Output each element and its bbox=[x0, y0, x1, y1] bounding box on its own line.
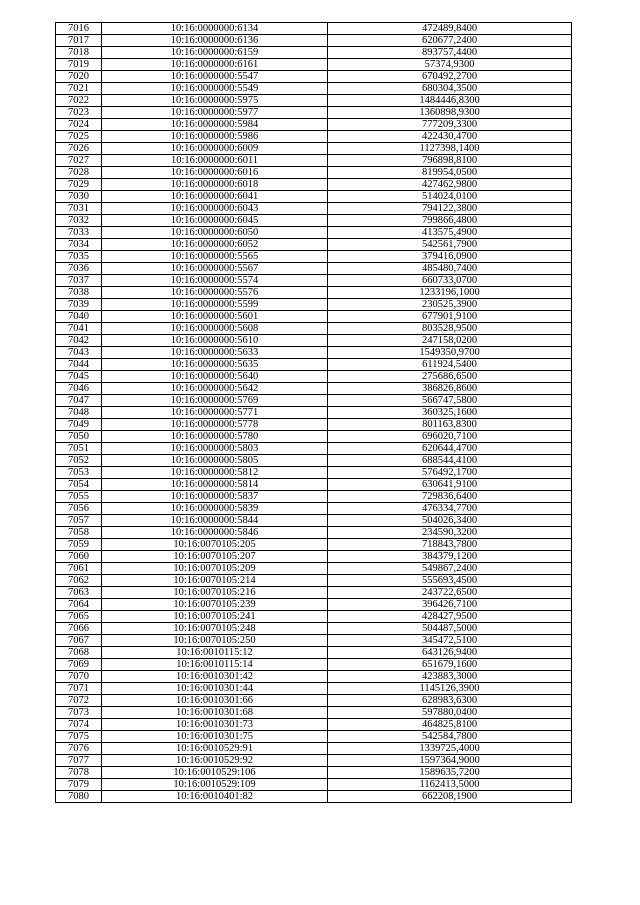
value-cell: 396426,7100 bbox=[328, 599, 572, 611]
row-number-cell: 7039 bbox=[56, 299, 102, 311]
cadastral-number-cell: 10:16:0000000:5635 bbox=[102, 359, 328, 371]
table-row bbox=[56, 755, 572, 767]
row-number-cell: 7073 bbox=[56, 707, 102, 719]
row-number-cell: 7076 bbox=[56, 743, 102, 755]
value-cell: 1339725,4000 bbox=[328, 743, 572, 755]
cadastral-number-cell: 10:16:0000000:5986 bbox=[102, 131, 328, 143]
table-row bbox=[56, 71, 572, 83]
value-cell: 688544,4100 bbox=[328, 455, 572, 467]
table-row bbox=[56, 731, 572, 743]
value-cell: 413575,4900 bbox=[328, 227, 572, 239]
cadastral-number-cell: 10:16:0000000:6009 bbox=[102, 143, 328, 155]
value-cell: 384379,1200 bbox=[328, 551, 572, 563]
row-number-cell: 7060 bbox=[56, 551, 102, 563]
value-cell: 819954,0500 bbox=[328, 167, 572, 179]
table-row bbox=[56, 311, 572, 323]
cadastral-number-cell: 10:16:0000000:5778 bbox=[102, 419, 328, 431]
value-cell: 670492,2700 bbox=[328, 71, 572, 83]
row-number-cell: 7061 bbox=[56, 563, 102, 575]
cadastral-number-cell: 10:16:0000000:6045 bbox=[102, 215, 328, 227]
value-cell: 597880,0400 bbox=[328, 707, 572, 719]
cadastral-number-cell: 10:16:0000000:5846 bbox=[102, 527, 328, 539]
value-cell: 247158,0200 bbox=[328, 335, 572, 347]
table-row bbox=[56, 83, 572, 95]
value-cell: 630641,9100 bbox=[328, 479, 572, 491]
cadastral-number-cell: 10:16:0000000:5837 bbox=[102, 491, 328, 503]
table-row bbox=[56, 335, 572, 347]
row-number-cell: 7020 bbox=[56, 71, 102, 83]
value-cell: 476334,7700 bbox=[328, 503, 572, 515]
value-cell: 230525,3900 bbox=[328, 299, 572, 311]
value-cell: 620644,4700 bbox=[328, 443, 572, 455]
row-number-cell: 7078 bbox=[56, 767, 102, 779]
value-cell: 576492,1700 bbox=[328, 467, 572, 479]
cadastral-number-cell: 10:16:0000000:5975 bbox=[102, 95, 328, 107]
row-number-cell: 7047 bbox=[56, 395, 102, 407]
table-row bbox=[56, 683, 572, 695]
cadastral-number-cell: 10:16:0000000:5549 bbox=[102, 83, 328, 95]
cadastral-number-cell: 10:16:0000000:5565 bbox=[102, 251, 328, 263]
table-row bbox=[56, 695, 572, 707]
cadastral-number-cell: 10:16:0000000:6134 bbox=[102, 23, 328, 35]
row-number-cell: 7054 bbox=[56, 479, 102, 491]
cadastral-number-cell: 10:16:0000000:5844 bbox=[102, 515, 328, 527]
table-row bbox=[56, 323, 572, 335]
cadastral-number-cell: 10:16:0010529:92 bbox=[102, 755, 328, 767]
row-number-cell: 7018 bbox=[56, 47, 102, 59]
value-cell: 464825,8100 bbox=[328, 719, 572, 731]
cadastral-number-cell: 10:16:0010115:14 bbox=[102, 659, 328, 671]
value-cell: 422430,4700 bbox=[328, 131, 572, 143]
cadastral-number-cell: 10:16:0010301:73 bbox=[102, 719, 328, 731]
table-row bbox=[56, 443, 572, 455]
value-cell: 427462,9800 bbox=[328, 179, 572, 191]
row-number-cell: 7058 bbox=[56, 527, 102, 539]
row-number-cell: 7027 bbox=[56, 155, 102, 167]
row-number-cell: 7032 bbox=[56, 215, 102, 227]
table-row bbox=[56, 215, 572, 227]
table-row bbox=[56, 287, 572, 299]
table-row bbox=[56, 35, 572, 47]
table-row bbox=[56, 563, 572, 575]
row-number-cell: 7062 bbox=[56, 575, 102, 587]
cadastral-number-cell: 10:16:0010301:66 bbox=[102, 695, 328, 707]
value-cell: 472489,8400 bbox=[328, 23, 572, 35]
cadastral-number-cell: 10:16:0070105:205 bbox=[102, 539, 328, 551]
value-cell: 423883,3000 bbox=[328, 671, 572, 683]
table-row bbox=[56, 527, 572, 539]
table-row bbox=[56, 299, 572, 311]
row-number-cell: 7024 bbox=[56, 119, 102, 131]
value-cell: 680304,3500 bbox=[328, 83, 572, 95]
row-number-cell: 7068 bbox=[56, 647, 102, 659]
row-number-cell: 7040 bbox=[56, 311, 102, 323]
cadastral-number-cell: 10:16:0010529:106 bbox=[102, 767, 328, 779]
row-number-cell: 7029 bbox=[56, 179, 102, 191]
table-row bbox=[56, 395, 572, 407]
table-row bbox=[56, 59, 572, 71]
cadastral-number-cell: 10:16:0000000:6159 bbox=[102, 47, 328, 59]
row-number-cell: 7055 bbox=[56, 491, 102, 503]
value-cell: 1360898,9300 bbox=[328, 107, 572, 119]
row-number-cell: 7036 bbox=[56, 263, 102, 275]
value-cell: 275686,6500 bbox=[328, 371, 572, 383]
cadastral-number-cell: 10:16:0000000:5640 bbox=[102, 371, 328, 383]
cadastral-number-cell: 10:16:0000000:6018 bbox=[102, 179, 328, 191]
cadastral-number-cell: 10:16:0070105:248 bbox=[102, 623, 328, 635]
cadastral-number-cell: 10:16:0000000:6136 bbox=[102, 35, 328, 47]
cadastral-number-cell: 10:16:0010401:82 bbox=[102, 791, 328, 803]
table-row bbox=[56, 611, 572, 623]
row-number-cell: 7042 bbox=[56, 335, 102, 347]
value-cell: 428427,9500 bbox=[328, 611, 572, 623]
row-number-cell: 7049 bbox=[56, 419, 102, 431]
cadastral-number-cell: 10:16:0070105:241 bbox=[102, 611, 328, 623]
cadastral-number-cell: 10:16:0000000:5839 bbox=[102, 503, 328, 515]
value-cell: 549867,2400 bbox=[328, 563, 572, 575]
table-row bbox=[56, 179, 572, 191]
table-row bbox=[56, 767, 572, 779]
table-row bbox=[56, 23, 572, 35]
row-number-cell: 7033 bbox=[56, 227, 102, 239]
cadastral-number-cell: 10:16:0000000:6016 bbox=[102, 167, 328, 179]
cadastral-number-cell: 10:16:0000000:5633 bbox=[102, 347, 328, 359]
value-cell: 1484446,8300 bbox=[328, 95, 572, 107]
table-row bbox=[56, 659, 572, 671]
cadastral-number-cell: 10:16:0000000:6161 bbox=[102, 59, 328, 71]
value-cell: 677901,9100 bbox=[328, 311, 572, 323]
cadastral-number-cell: 10:16:0000000:6043 bbox=[102, 203, 328, 215]
value-cell: 485480,7400 bbox=[328, 263, 572, 275]
cadastral-number-cell: 10:16:0010529:109 bbox=[102, 779, 328, 791]
row-number-cell: 7050 bbox=[56, 431, 102, 443]
row-number-cell: 7065 bbox=[56, 611, 102, 623]
cadastral-number-cell: 10:16:0000000:6052 bbox=[102, 239, 328, 251]
value-cell: 794122,3800 bbox=[328, 203, 572, 215]
row-number-cell: 7038 bbox=[56, 287, 102, 299]
table-row bbox=[56, 587, 572, 599]
row-number-cell: 7022 bbox=[56, 95, 102, 107]
table-row bbox=[56, 743, 572, 755]
cadastral-number-cell: 10:16:0000000:5771 bbox=[102, 407, 328, 419]
row-number-cell: 7080 bbox=[56, 791, 102, 803]
row-number-cell: 7044 bbox=[56, 359, 102, 371]
value-cell: 379416,0900 bbox=[328, 251, 572, 263]
cadastral-number-cell: 10:16:0000000:5814 bbox=[102, 479, 328, 491]
value-cell: 660733,0700 bbox=[328, 275, 572, 287]
cadastral-number-cell: 10:16:0000000:5780 bbox=[102, 431, 328, 443]
cadastral-number-cell: 10:16:0010529:91 bbox=[102, 743, 328, 755]
table-row bbox=[56, 95, 572, 107]
value-cell: 796898,8100 bbox=[328, 155, 572, 167]
table-row bbox=[56, 239, 572, 251]
table-row bbox=[56, 227, 572, 239]
table-row bbox=[56, 719, 572, 731]
table-row bbox=[56, 431, 572, 443]
row-number-cell: 7019 bbox=[56, 59, 102, 71]
cadastral-number-cell: 10:16:0000000:5977 bbox=[102, 107, 328, 119]
row-number-cell: 7028 bbox=[56, 167, 102, 179]
table-row bbox=[56, 155, 572, 167]
table-row bbox=[56, 515, 572, 527]
value-cell: 1549350,9700 bbox=[328, 347, 572, 359]
cadastral-number-cell: 10:16:0070105:250 bbox=[102, 635, 328, 647]
value-cell: 643126,9400 bbox=[328, 647, 572, 659]
cadastral-number-cell: 10:16:0000000:5805 bbox=[102, 455, 328, 467]
cadastral-number-cell: 10:16:0000000:5803 bbox=[102, 443, 328, 455]
row-number-cell: 7059 bbox=[56, 539, 102, 551]
value-cell: 345472,5100 bbox=[328, 635, 572, 647]
row-number-cell: 7023 bbox=[56, 107, 102, 119]
value-cell: 504487,5000 bbox=[328, 623, 572, 635]
table-row bbox=[56, 503, 572, 515]
cadastral-number-cell: 10:16:0000000:5610 bbox=[102, 335, 328, 347]
table-row bbox=[56, 143, 572, 155]
cadastral-number-cell: 10:16:0010301:68 bbox=[102, 707, 328, 719]
cadastral-number-cell: 10:16:0000000:5567 bbox=[102, 263, 328, 275]
row-number-cell: 7066 bbox=[56, 623, 102, 635]
row-number-cell: 7017 bbox=[56, 35, 102, 47]
cadastral-number-cell: 10:16:0010301:42 bbox=[102, 671, 328, 683]
table-row bbox=[56, 371, 572, 383]
table-row bbox=[56, 647, 572, 659]
table-row bbox=[56, 107, 572, 119]
row-number-cell: 7016 bbox=[56, 23, 102, 35]
table-row bbox=[56, 419, 572, 431]
table-row bbox=[56, 263, 572, 275]
value-cell: 542584,7800 bbox=[328, 731, 572, 743]
table-row bbox=[56, 359, 572, 371]
table-row bbox=[56, 671, 572, 683]
row-number-cell: 7056 bbox=[56, 503, 102, 515]
value-cell: 542561,7900 bbox=[328, 239, 572, 251]
value-cell: 555693,4500 bbox=[328, 575, 572, 587]
value-cell: 620677,2400 bbox=[328, 35, 572, 47]
value-cell: 504026,3400 bbox=[328, 515, 572, 527]
table-row bbox=[56, 347, 572, 359]
table-row bbox=[56, 251, 572, 263]
row-number-cell: 7051 bbox=[56, 443, 102, 455]
value-cell: 360325,1600 bbox=[328, 407, 572, 419]
value-cell: 651679,1600 bbox=[328, 659, 572, 671]
row-number-cell: 7031 bbox=[56, 203, 102, 215]
value-cell: 718843,7800 bbox=[328, 539, 572, 551]
value-cell: 243722,6500 bbox=[328, 587, 572, 599]
value-cell: 1597364,9000 bbox=[328, 755, 572, 767]
row-number-cell: 7046 bbox=[56, 383, 102, 395]
row-number-cell: 7070 bbox=[56, 671, 102, 683]
row-number-cell: 7064 bbox=[56, 599, 102, 611]
row-number-cell: 7071 bbox=[56, 683, 102, 695]
table-row bbox=[56, 47, 572, 59]
cadastral-number-cell: 10:16:0000000:5547 bbox=[102, 71, 328, 83]
value-cell: 803528,9500 bbox=[328, 323, 572, 335]
table-row bbox=[56, 203, 572, 215]
value-cell: 1233196,1000 bbox=[328, 287, 572, 299]
row-number-cell: 7043 bbox=[56, 347, 102, 359]
table-row bbox=[56, 407, 572, 419]
row-number-cell: 7079 bbox=[56, 779, 102, 791]
table-row bbox=[56, 599, 572, 611]
value-cell: 729836,6400 bbox=[328, 491, 572, 503]
cadastral-number-cell: 10:16:0000000:5601 bbox=[102, 311, 328, 323]
cadastral-number-cell: 10:16:0000000:6011 bbox=[102, 155, 328, 167]
cadastral-number-cell: 10:16:0000000:5642 bbox=[102, 383, 328, 395]
cadastral-number-cell: 10:16:0070105:207 bbox=[102, 551, 328, 563]
row-number-cell: 7069 bbox=[56, 659, 102, 671]
value-cell: 799866,4800 bbox=[328, 215, 572, 227]
row-number-cell: 7037 bbox=[56, 275, 102, 287]
cadastral-number-cell: 10:16:0000000:5574 bbox=[102, 275, 328, 287]
cadastral-value-table bbox=[55, 22, 572, 803]
table-row bbox=[56, 551, 572, 563]
cadastral-number-cell: 10:16:0010115:12 bbox=[102, 647, 328, 659]
value-cell: 1127398,1400 bbox=[328, 143, 572, 155]
table-row bbox=[56, 791, 572, 803]
cadastral-number-cell: 10:16:0070105:209 bbox=[102, 563, 328, 575]
cadastral-number-cell: 10:16:0010301:75 bbox=[102, 731, 328, 743]
table-body bbox=[56, 23, 572, 803]
row-number-cell: 7034 bbox=[56, 239, 102, 251]
cadastral-number-cell: 10:16:0000000:6041 bbox=[102, 191, 328, 203]
row-number-cell: 7077 bbox=[56, 755, 102, 767]
table-row bbox=[56, 623, 572, 635]
row-number-cell: 7035 bbox=[56, 251, 102, 263]
row-number-cell: 7045 bbox=[56, 371, 102, 383]
cadastral-number-cell: 10:16:0010301:44 bbox=[102, 683, 328, 695]
value-cell: 1589635,7200 bbox=[328, 767, 572, 779]
table-row bbox=[56, 119, 572, 131]
cadastral-number-cell: 10:16:0070105:239 bbox=[102, 599, 328, 611]
row-number-cell: 7072 bbox=[56, 695, 102, 707]
table-row bbox=[56, 467, 572, 479]
row-number-cell: 7025 bbox=[56, 131, 102, 143]
row-number-cell: 7021 bbox=[56, 83, 102, 95]
table-row bbox=[56, 479, 572, 491]
value-cell: 1162413,5000 bbox=[328, 779, 572, 791]
value-cell: 386826,8600 bbox=[328, 383, 572, 395]
row-number-cell: 7026 bbox=[56, 143, 102, 155]
table-row bbox=[56, 383, 572, 395]
row-number-cell: 7067 bbox=[56, 635, 102, 647]
cadastral-number-cell: 10:16:0070105:216 bbox=[102, 587, 328, 599]
table-row bbox=[56, 635, 572, 647]
table-row bbox=[56, 275, 572, 287]
value-cell: 662208,1900 bbox=[328, 791, 572, 803]
table-row bbox=[56, 779, 572, 791]
value-cell: 566747,5800 bbox=[328, 395, 572, 407]
table-row bbox=[56, 131, 572, 143]
value-cell: 611924,5400 bbox=[328, 359, 572, 371]
cadastral-number-cell: 10:16:0000000:5984 bbox=[102, 119, 328, 131]
table-row bbox=[56, 707, 572, 719]
cadastral-number-cell: 10:16:0000000:5769 bbox=[102, 395, 328, 407]
cadastral-number-cell: 10:16:0000000:5576 bbox=[102, 287, 328, 299]
row-number-cell: 7057 bbox=[56, 515, 102, 527]
cadastral-number-cell: 10:16:0000000:5599 bbox=[102, 299, 328, 311]
row-number-cell: 7075 bbox=[56, 731, 102, 743]
table-row bbox=[56, 575, 572, 587]
table-row bbox=[56, 167, 572, 179]
row-number-cell: 7048 bbox=[56, 407, 102, 419]
value-cell: 234590,3200 bbox=[328, 527, 572, 539]
row-number-cell: 7041 bbox=[56, 323, 102, 335]
value-cell: 514024,0100 bbox=[328, 191, 572, 203]
table-row bbox=[56, 191, 572, 203]
value-cell: 893757,4400 bbox=[328, 47, 572, 59]
value-cell: 628983,6300 bbox=[328, 695, 572, 707]
row-number-cell: 7052 bbox=[56, 455, 102, 467]
table-row bbox=[56, 455, 572, 467]
cadastral-number-cell: 10:16:0000000:6050 bbox=[102, 227, 328, 239]
value-cell: 801163,8300 bbox=[328, 419, 572, 431]
row-number-cell: 7053 bbox=[56, 467, 102, 479]
row-number-cell: 7074 bbox=[56, 719, 102, 731]
row-number-cell: 7030 bbox=[56, 191, 102, 203]
table-row bbox=[56, 539, 572, 551]
cadastral-number-cell: 10:16:0000000:5812 bbox=[102, 467, 328, 479]
cadastral-number-cell: 10:16:0000000:5608 bbox=[102, 323, 328, 335]
value-cell: 57374,9300 bbox=[328, 59, 572, 71]
value-cell: 777209,3300 bbox=[328, 119, 572, 131]
row-number-cell: 7063 bbox=[56, 587, 102, 599]
value-cell: 696020,7100 bbox=[328, 431, 572, 443]
cadastral-number-cell: 10:16:0070105:214 bbox=[102, 575, 328, 587]
value-cell: 1145126,3900 bbox=[328, 683, 572, 695]
table-row bbox=[56, 491, 572, 503]
